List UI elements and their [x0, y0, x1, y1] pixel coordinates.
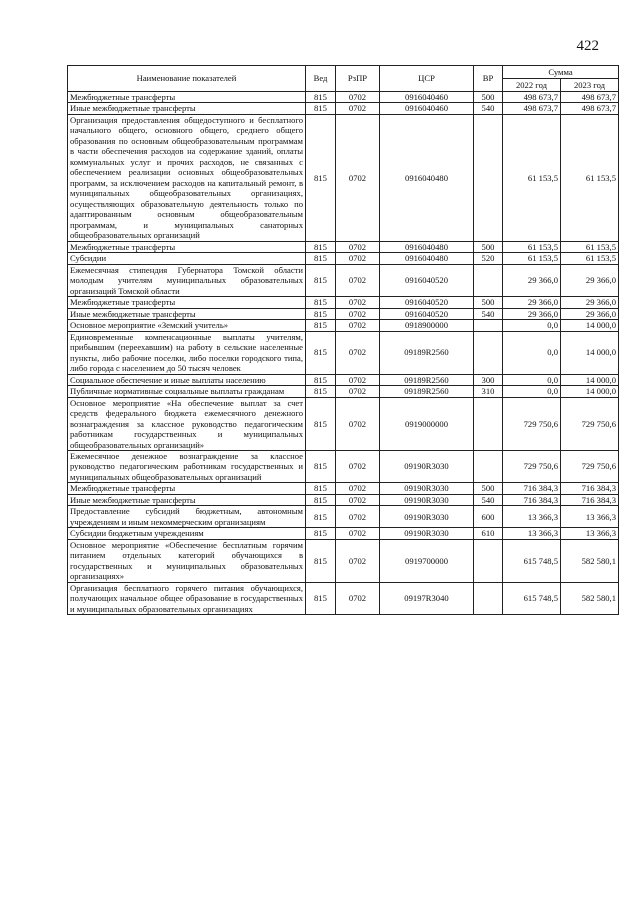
table-row — [68, 241, 619, 252]
cell-vr — [474, 320, 503, 331]
cell-vr: 600 — [474, 506, 503, 528]
cell-csr: 0916040460 — [380, 103, 474, 114]
cell-ved: 815 — [306, 308, 336, 319]
cell-vr: 540 — [474, 308, 503, 319]
cell-sum-2022: 0,0 — [503, 374, 561, 385]
cell-csr: 09189R2560 — [380, 331, 474, 374]
table-row — [68, 386, 619, 397]
cell-sum-2022: 0,0 — [503, 320, 561, 331]
cell-rzpr: 0702 — [336, 297, 380, 308]
cell-sum-2022: 615 748,5 — [503, 582, 561, 614]
page-number: 422 — [576, 38, 599, 54]
cell-sum-2023: 13 366,3 — [561, 506, 619, 528]
cell-ved: 815 — [306, 397, 336, 450]
cell-sum-2023: 498 673,7 — [561, 92, 619, 103]
cell-rzpr: 0702 — [336, 264, 380, 296]
header-rzpr: РзПР — [336, 66, 380, 92]
cell-vr: 540 — [474, 494, 503, 505]
cell-csr: 0916040520 — [380, 308, 474, 319]
cell-name: Межбюджетные трансферты — [68, 297, 306, 308]
header-year-2023: 2023 год — [561, 79, 619, 92]
cell-name: Публичные нормативные социальные выплаты гражданам — [68, 386, 306, 397]
header-sum: Сумма — [503, 66, 619, 79]
cell-csr: 0916040480 — [380, 114, 474, 241]
cell-rzpr: 0702 — [336, 320, 380, 331]
cell-csr: 09190R3030 — [380, 450, 474, 482]
cell-sum-2022: 0,0 — [503, 386, 561, 397]
cell-sum-2023: 29 366,0 — [561, 264, 619, 296]
cell-vr — [474, 539, 503, 582]
cell-ved: 815 — [306, 253, 336, 264]
cell-ved: 815 — [306, 103, 336, 114]
cell-vr — [474, 397, 503, 450]
cell-name: Организация предоставления общедоступного и бесплатного начального общего, основного общего, среднего общего образования по основным общеобразовательным программам в части обеспечения расходов на содержание зданий, оплаты коммунальных услуг и прочих расходов, не связанных с обеспечением реализации основных общеобразовательных программ, за исключением расходов на капитальный ремонт, в муниципальных общеобразовательных организациях, осуществляющих образовательную деятельность только по адаптированным основным общеобразовательным программам, и муниципальных санаторных общеобразовательных организаций — [68, 114, 306, 241]
cell-ved: 815 — [306, 297, 336, 308]
table-row — [68, 483, 619, 494]
cell-sum-2022: 716 384,3 — [503, 494, 561, 505]
cell-rzpr: 0702 — [336, 450, 380, 482]
cell-sum-2022: 13 366,3 — [503, 506, 561, 528]
cell-ved: 815 — [306, 494, 336, 505]
cell-csr: 09197R3040 — [380, 582, 474, 614]
cell-ved: 815 — [306, 539, 336, 582]
cell-csr: 0918900000 — [380, 320, 474, 331]
cell-csr: 0916040460 — [380, 92, 474, 103]
cell-ved: 815 — [306, 582, 336, 614]
cell-ved: 815 — [306, 241, 336, 252]
cell-sum-2023: 61 153,5 — [561, 241, 619, 252]
table-row — [68, 331, 619, 374]
cell-ved: 815 — [306, 92, 336, 103]
budget-table — [67, 65, 619, 615]
cell-rzpr: 0702 — [336, 582, 380, 614]
cell-rzpr: 0702 — [336, 103, 380, 114]
cell-ved: 815 — [306, 331, 336, 374]
cell-ved: 815 — [306, 374, 336, 385]
cell-vr: 540 — [474, 103, 503, 114]
cell-rzpr: 0702 — [336, 92, 380, 103]
table-row — [68, 450, 619, 482]
cell-ved: 815 — [306, 506, 336, 528]
cell-name: Межбюджетные трансферты — [68, 92, 306, 103]
cell-name: Иные межбюджетные трансферты — [68, 308, 306, 319]
table-row — [68, 264, 619, 296]
cell-rzpr: 0702 — [336, 494, 380, 505]
cell-sum-2022: 29 366,0 — [503, 308, 561, 319]
cell-sum-2022: 0,0 — [503, 331, 561, 374]
cell-csr: 0916040520 — [380, 297, 474, 308]
cell-ved: 815 — [306, 320, 336, 331]
cell-csr: 0916040480 — [380, 253, 474, 264]
cell-rzpr: 0702 — [336, 539, 380, 582]
cell-name: Предоставление субсидий бюджетным, автономным учреждениям и иным некоммерческим организациям — [68, 506, 306, 528]
cell-csr: 09190R3030 — [380, 528, 474, 539]
cell-sum-2023: 29 366,0 — [561, 297, 619, 308]
cell-sum-2022: 13 366,3 — [503, 528, 561, 539]
cell-sum-2022: 61 153,5 — [503, 241, 561, 252]
cell-name: Субсидии — [68, 253, 306, 264]
cell-rzpr: 0702 — [336, 528, 380, 539]
cell-csr: 09189R2560 — [380, 374, 474, 385]
cell-ved: 815 — [306, 483, 336, 494]
cell-name: Единовременные компенсационные выплаты учителям, прибывшим (переехавшим) на работу в сельские населенные пункты, либо рабочие поселки, либо поселки городского типа, либо города с населением до 50 тысяч человек — [68, 331, 306, 374]
cell-csr: 0916040520 — [380, 264, 474, 296]
cell-sum-2022: 716 384,3 — [503, 483, 561, 494]
cell-sum-2023: 61 153,5 — [561, 114, 619, 241]
cell-vr: 300 — [474, 374, 503, 385]
table-row — [68, 114, 619, 241]
cell-sum-2023: 498 673,7 — [561, 103, 619, 114]
cell-sum-2023: 582 580,1 — [561, 582, 619, 614]
cell-sum-2022: 498 673,7 — [503, 103, 561, 114]
cell-sum-2023: 14 000,0 — [561, 374, 619, 385]
cell-rzpr: 0702 — [336, 374, 380, 385]
cell-vr: 610 — [474, 528, 503, 539]
cell-rzpr: 0702 — [336, 114, 380, 241]
cell-csr: 09190R3030 — [380, 494, 474, 505]
table-body — [68, 92, 619, 615]
cell-name: Основное мероприятие «Земский учитель» — [68, 320, 306, 331]
cell-name: Ежемесячное денежное вознаграждение за классное руководство педагогическим работникам государственных и муниципальных общеобразовательных организаций — [68, 450, 306, 482]
cell-sum-2023: 582 580,1 — [561, 539, 619, 582]
header-year-2022: 2022 год — [503, 79, 561, 92]
cell-vr: 310 — [474, 386, 503, 397]
table-row — [68, 320, 619, 331]
cell-name: Иные межбюджетные трансферты — [68, 103, 306, 114]
cell-rzpr: 0702 — [336, 397, 380, 450]
cell-sum-2022: 615 748,5 — [503, 539, 561, 582]
cell-name: Ежемесячная стипендия Губернатора Томской области молодым учителям муниципальных образовательных организаций Томской области — [68, 264, 306, 296]
cell-rzpr: 0702 — [336, 331, 380, 374]
cell-sum-2023: 61 153,5 — [561, 253, 619, 264]
cell-vr: 500 — [474, 483, 503, 494]
table-row — [68, 253, 619, 264]
cell-ved: 815 — [306, 264, 336, 296]
cell-rzpr: 0702 — [336, 483, 380, 494]
cell-name: Иные межбюджетные трансферты — [68, 494, 306, 505]
cell-sum-2023: 14 000,0 — [561, 320, 619, 331]
cell-vr: 520 — [474, 253, 503, 264]
cell-sum-2023: 716 384,3 — [561, 494, 619, 505]
table-row — [68, 397, 619, 450]
header-vr: ВР — [474, 66, 503, 92]
header-ved: Вед — [306, 66, 336, 92]
cell-rzpr: 0702 — [336, 506, 380, 528]
cell-sum-2022: 498 673,7 — [503, 92, 561, 103]
table-row — [68, 103, 619, 114]
cell-sum-2023: 13 366,3 — [561, 528, 619, 539]
cell-sum-2022: 729 750,6 — [503, 397, 561, 450]
cell-vr: 500 — [474, 241, 503, 252]
table-row — [68, 582, 619, 614]
cell-rzpr: 0702 — [336, 241, 380, 252]
table-row — [68, 374, 619, 385]
cell-name: Межбюджетные трансферты — [68, 241, 306, 252]
table-row — [68, 297, 619, 308]
table-row — [68, 494, 619, 505]
cell-ved: 815 — [306, 386, 336, 397]
table-row — [68, 506, 619, 528]
cell-sum-2023: 14 000,0 — [561, 386, 619, 397]
cell-name: Основное мероприятие «Обеспечение бесплатным горячим питанием отдельных категорий обучающихся в государственных и муниципальных образовательных организациях» — [68, 539, 306, 582]
cell-csr: 09190R3030 — [380, 483, 474, 494]
cell-vr — [474, 331, 503, 374]
table-row — [68, 539, 619, 582]
cell-sum-2023: 729 750,6 — [561, 397, 619, 450]
cell-rzpr: 0702 — [336, 386, 380, 397]
cell-rzpr: 0702 — [336, 308, 380, 319]
table-row — [68, 528, 619, 539]
cell-name: Межбюджетные трансферты — [68, 483, 306, 494]
cell-csr: 0919000000 — [380, 397, 474, 450]
cell-name: Социальное обеспечение и иные выплаты населению — [68, 374, 306, 385]
cell-sum-2023: 716 384,3 — [561, 483, 619, 494]
cell-csr: 09189R2560 — [380, 386, 474, 397]
cell-csr: 09190R3030 — [380, 506, 474, 528]
header-csr: ЦСР — [380, 66, 474, 92]
cell-csr: 0919700000 — [380, 539, 474, 582]
cell-sum-2023: 729 750,6 — [561, 450, 619, 482]
cell-sum-2022: 61 153,5 — [503, 253, 561, 264]
cell-vr — [474, 114, 503, 241]
cell-name: Субсидии бюджетным учреждениям — [68, 528, 306, 539]
cell-vr: 500 — [474, 297, 503, 308]
table-row — [68, 92, 619, 103]
cell-sum-2022: 61 153,5 — [503, 114, 561, 241]
cell-name: Основное мероприятие «На обеспечение выплат за счет средств федерального бюджета ежемесячного денежного вознаграждения за классное руководство педагогическим работникам государственных и муниципальных общеобразовательных организаций» — [68, 397, 306, 450]
header-name: Наименование показателей — [68, 66, 306, 92]
cell-rzpr: 0702 — [336, 253, 380, 264]
cell-ved: 815 — [306, 528, 336, 539]
cell-sum-2022: 29 366,0 — [503, 297, 561, 308]
cell-vr — [474, 582, 503, 614]
cell-csr: 0916040480 — [380, 241, 474, 252]
cell-ved: 815 — [306, 114, 336, 241]
cell-sum-2023: 29 366,0 — [561, 308, 619, 319]
cell-vr — [474, 264, 503, 296]
cell-sum-2022: 729 750,6 — [503, 450, 561, 482]
table-row — [68, 308, 619, 319]
cell-sum-2023: 14 000,0 — [561, 331, 619, 374]
cell-name: Организация бесплатного горячего питания обучающихся, получающих начальное общее образование в государственных и муниципальных образовательных организациях — [68, 582, 306, 614]
cell-vr: 500 — [474, 92, 503, 103]
cell-vr — [474, 450, 503, 482]
cell-sum-2022: 29 366,0 — [503, 264, 561, 296]
cell-ved: 815 — [306, 450, 336, 482]
